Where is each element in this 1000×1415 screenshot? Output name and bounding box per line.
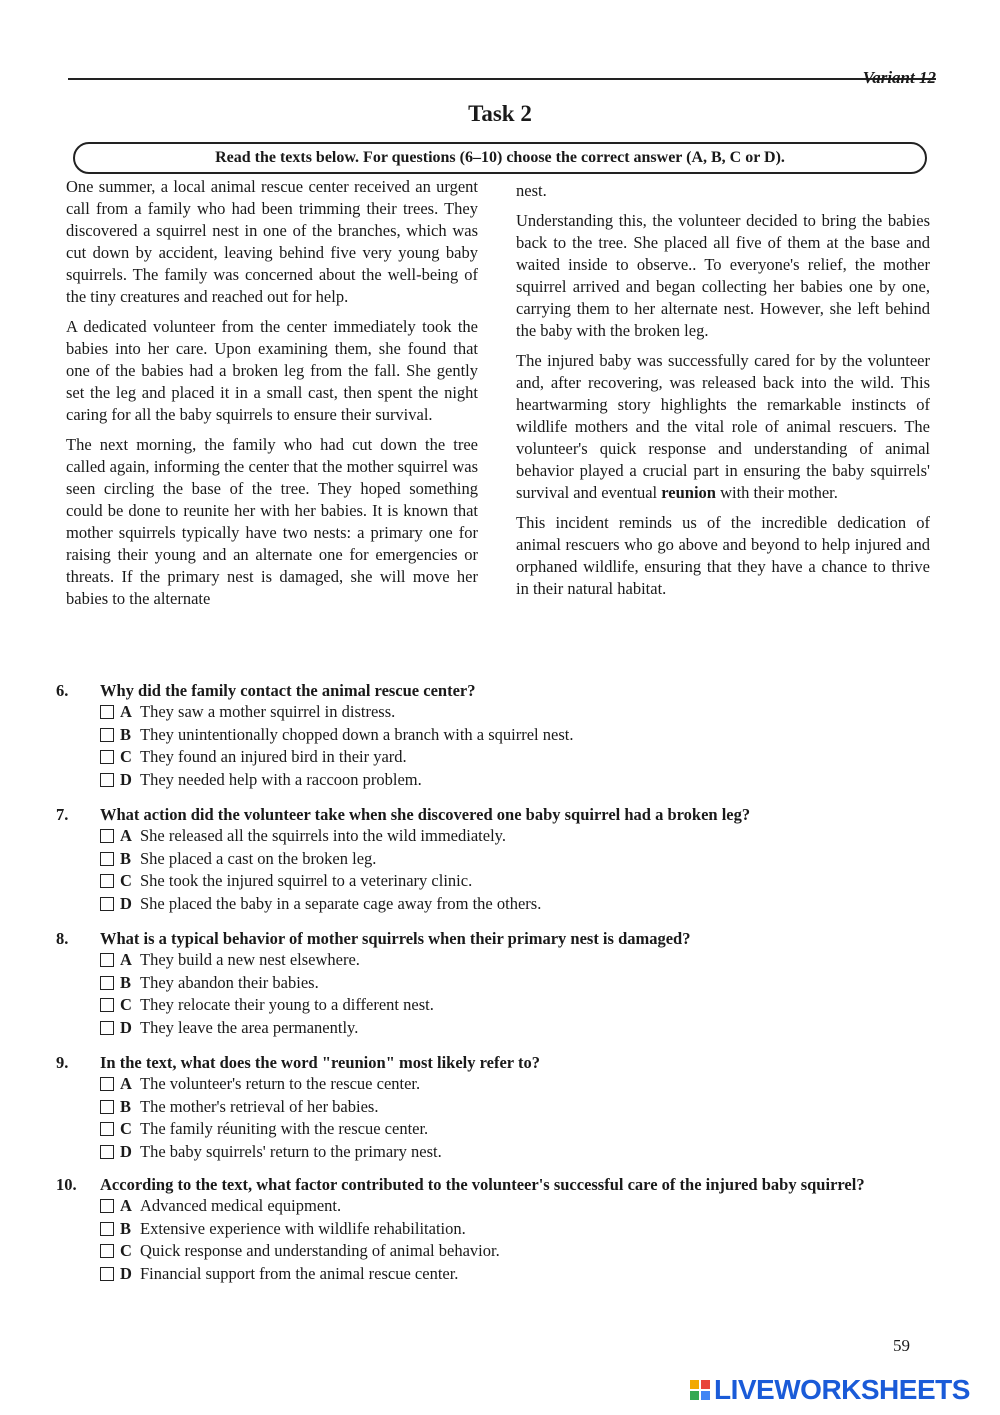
passage-paragraph: Understanding this, the volunteer decided to bring the babies back to the tree. She placed all five of them at the base and waited inside to observe.. To everyone's relief, the mother squirrel arrived and began collecting her babies one by one, carrying them to her alternate nest. However, she left behind the baby with the broken leg. <box>516 211 930 340</box>
option-a[interactable] <box>100 1073 920 1096</box>
option-text: The family réuniting with the rescue center. <box>140 1119 429 1138</box>
logo-square <box>690 1391 699 1400</box>
option-text: The mother's retrieval of her babies. <box>140 1096 379 1116</box>
option-a[interactable] <box>100 701 920 724</box>
option-c[interactable] <box>100 994 920 1017</box>
option-letter: B <box>120 972 132 992</box>
option-letter: C <box>120 747 132 766</box>
option-b[interactable] <box>100 1218 920 1241</box>
question-text: What action did the volunteer take when she discovered one baby squirrel had a broken leg? <box>100 805 751 824</box>
checkbox-icon[interactable] <box>100 953 114 967</box>
checkbox-icon[interactable] <box>100 705 114 719</box>
option-a[interactable] <box>100 1195 920 1218</box>
question-text: What is a typical behavior of mother squirrels when their primary nest is damaged? <box>100 929 691 948</box>
passage-paragraph: A dedicated volunteer from the center immediately took the babies into her care. Upon examining them, she found that one of the babies had a broken leg from the fall. She gently set the leg and placed it in a small cast, then spent the night caring for all the baby squirrels to ensure their survival. <box>66 317 478 424</box>
option-text: They abandon their babies. <box>140 972 319 992</box>
checkbox-icon[interactable] <box>100 1122 114 1136</box>
option-text: Extensive experience with wildlife rehabilitation. <box>140 1218 466 1238</box>
question-8 <box>56 928 920 1039</box>
question-text: According to the text, what factor contributed to the volunteer's successful care of the injured baby squirrel? <box>100 1175 865 1194</box>
question-text: Why did the family contact the animal rescue center? <box>100 681 476 700</box>
passage-paragraph <box>516 350 930 504</box>
question-text: In the text, what does the word "reunion" most likely refer to? <box>100 1053 540 1072</box>
option-text: They saw a mother squirrel in distress. <box>140 702 396 721</box>
checkbox-icon[interactable] <box>100 1100 114 1114</box>
option-text: Financial support from the animal rescue center. <box>140 1263 459 1283</box>
option-c[interactable] <box>100 870 920 893</box>
option-text: The baby squirrels' return to the primary nest. <box>140 1141 442 1161</box>
option-letter: A <box>120 950 132 969</box>
option-d[interactable] <box>100 769 920 792</box>
checkbox-icon[interactable] <box>100 897 114 911</box>
passage-continuation: nest. <box>516 181 547 200</box>
option-d[interactable] <box>100 1141 920 1164</box>
option-letter: B <box>120 724 132 744</box>
page-number: 59 <box>893 1336 910 1355</box>
option-letter: C <box>120 871 132 890</box>
option-b[interactable] <box>100 972 920 995</box>
checkbox-icon[interactable] <box>100 874 114 888</box>
option-d[interactable] <box>100 893 920 916</box>
question-7 <box>56 804 920 915</box>
question-number: 9. <box>56 1053 69 1072</box>
brand-text: LIVEWORKSHEETS <box>714 1374 970 1405</box>
instructions-box: Read the texts below. For questions (6–10) choose the correct answer (A, B, C or D). <box>73 142 927 174</box>
task-title: Task 2 <box>468 101 532 126</box>
checkbox-icon[interactable] <box>100 728 114 742</box>
option-letter: D <box>120 1017 132 1037</box>
option-letter: A <box>120 826 132 845</box>
checkbox-icon[interactable] <box>100 1244 114 1258</box>
option-c[interactable] <box>100 1240 920 1263</box>
question-6 <box>56 680 920 791</box>
option-text: She placed a cast on the broken leg. <box>140 848 377 868</box>
checkbox-icon[interactable] <box>100 998 114 1012</box>
option-text: They leave the area permanently. <box>140 1017 359 1037</box>
option-letter: C <box>120 995 132 1014</box>
checkbox-icon[interactable] <box>100 1222 114 1236</box>
checkbox-icon[interactable] <box>100 1199 114 1213</box>
question-number: 7. <box>56 805 69 824</box>
checkbox-icon[interactable] <box>100 1077 114 1091</box>
passage-paragraph: The next morning, the family who had cut down the tree called again, informing the center that the mother squirrel was seen circling the base of the tree. They hoped something could be done to reunite her with her babies. It is known that mother squirrels typically have two nests: a primary one for raising their young and an alternate one for emergencies or threats. If the primary nest is damaged, she will move her babies to the alternate <box>66 435 478 608</box>
option-letter: D <box>120 893 132 913</box>
question-number: 8. <box>56 929 69 948</box>
option-d[interactable] <box>100 1017 920 1040</box>
option-b[interactable] <box>100 1096 920 1119</box>
option-text: They found an injured bird in their yard. <box>140 747 407 766</box>
option-text: The volunteer's return to the rescue center. <box>140 1074 421 1093</box>
variant-label: Variant 12 <box>862 68 936 87</box>
question-9 <box>56 1052 920 1163</box>
passage-paragraph: One summer, a local animal rescue center received an urgent call from a family who had been trimming their trees. They discovered a squirrel nest in one of the branches, which was cut down by accident, leaving behind five very young baby squirrels. The family was concerned about the well-being of the tiny creatures and reached out for help. <box>66 177 478 306</box>
option-text: They build a new nest elsewhere. <box>140 950 360 969</box>
passage-left-column <box>66 176 478 618</box>
question-number: 10. <box>56 1175 77 1194</box>
option-letter: D <box>120 769 132 789</box>
option-b[interactable] <box>100 848 920 871</box>
option-text: They relocate their young to a different nest. <box>140 995 434 1014</box>
option-text: She released all the squirrels into the wild immediately. <box>140 826 506 845</box>
checkbox-icon[interactable] <box>100 773 114 787</box>
logo-square <box>701 1380 710 1389</box>
checkbox-icon[interactable] <box>100 829 114 843</box>
option-letter: D <box>120 1141 132 1161</box>
passage-text: The injured baby was successfully cared for by the volunteer and, after recovering, was released back into the wild. This heartwarming story highlights the remarkable instincts of wildlife mothers and the vital role of animal rescuers. The volunteer's quick response and understanding of animal behavior played a crucial part in ensuring the baby squirrels' survival and eventual <box>516 351 930 502</box>
option-letter: C <box>120 1119 132 1138</box>
option-letter: B <box>120 848 132 868</box>
liveworksheets-logo[interactable] <box>690 1374 970 1406</box>
checkbox-icon[interactable] <box>100 750 114 764</box>
option-c[interactable] <box>100 746 920 769</box>
question-10 <box>56 1174 920 1285</box>
option-b[interactable] <box>100 724 920 747</box>
option-text: She placed the baby in a separate cage away from the others. <box>140 893 542 913</box>
option-letter: C <box>120 1241 132 1260</box>
option-letter: D <box>120 1263 132 1283</box>
option-a[interactable] <box>100 825 920 848</box>
option-letter: B <box>120 1096 132 1116</box>
option-letter: A <box>120 702 132 721</box>
option-text: They unintentionally chopped down a branch with a squirrel nest. <box>140 724 574 744</box>
option-text: Quick response and understanding of animal behavior. <box>140 1241 500 1260</box>
checkbox-icon[interactable] <box>100 1021 114 1035</box>
option-text: She took the injured squirrel to a veterinary clinic. <box>140 871 473 890</box>
top-rule <box>68 78 936 80</box>
logo-square <box>690 1380 699 1389</box>
option-d[interactable] <box>100 1263 920 1286</box>
option-letter: B <box>120 1218 132 1238</box>
option-c[interactable] <box>100 1118 920 1141</box>
checkbox-icon[interactable] <box>100 852 114 866</box>
logo-grid-icon <box>690 1380 710 1400</box>
passage-paragraph: This incident reminds us of the incredible dedication of animal rescuers who go above and beyond to help injured and orphaned wildlife, ensuring that they have a chance to thrive in their natural habitat. <box>516 513 930 598</box>
reunion-keyword: reunion <box>661 483 716 502</box>
checkbox-icon[interactable] <box>100 1267 114 1281</box>
option-letter: A <box>120 1196 132 1215</box>
option-text: They needed help with a raccoon problem. <box>140 769 422 789</box>
question-number: 6. <box>56 681 69 700</box>
checkbox-icon[interactable] <box>100 1145 114 1159</box>
option-a[interactable] <box>100 949 920 972</box>
option-letter: A <box>120 1074 132 1093</box>
option-text: Advanced medical equipment. <box>140 1196 342 1215</box>
logo-square <box>701 1391 710 1400</box>
checkbox-icon[interactable] <box>100 976 114 990</box>
passage-text: with their mother. <box>715 483 838 502</box>
passage-right-column <box>516 180 930 608</box>
